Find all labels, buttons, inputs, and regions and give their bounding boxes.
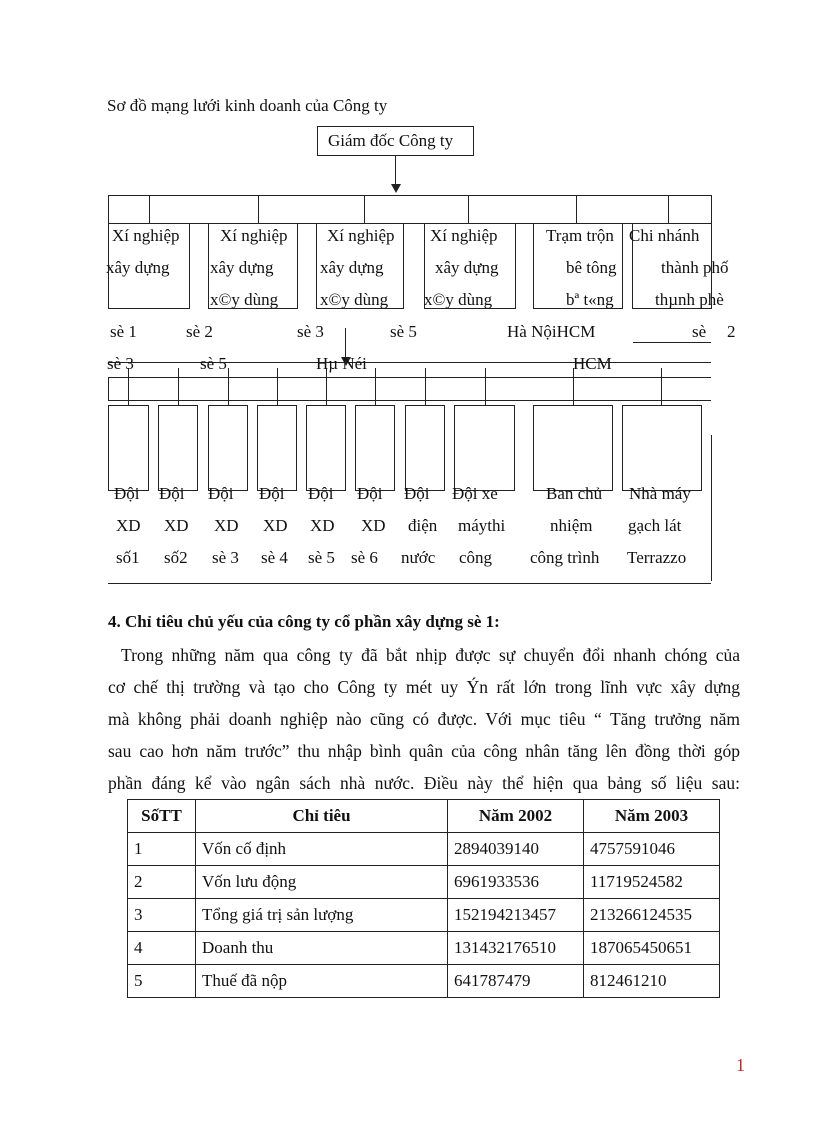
row-b-text: HCM	[573, 354, 612, 373]
paragraph-line: mà không phải doanh nghiệp nào cũng có được. Với mục tiêu “ Tăng trưởng năm	[108, 709, 740, 729]
level1-label: Chi nhánh	[629, 226, 700, 245]
connector	[668, 195, 669, 223]
header-cell: Năm 2002	[448, 800, 584, 833]
level2-label: Đội	[259, 484, 285, 503]
paragraph-line: Trong những năm qua công ty đã bắt nhịp được sự chuyển đổi nhanh chóng của	[121, 645, 740, 665]
separator-line	[108, 362, 711, 363]
level1-label: Xí nghiệp	[430, 226, 498, 245]
paragraph-line: phần đáng kể vào ngân sách nhà nước. Điều này thể hiện qua bảng số liệu sau:	[108, 773, 740, 793]
table-cell: 213266124535	[584, 899, 720, 932]
level2-label: Đội	[208, 484, 234, 503]
connector	[258, 195, 259, 223]
level1-label: xây dựng	[106, 258, 170, 277]
connector	[375, 368, 376, 405]
connector	[228, 368, 229, 405]
level1-label: xây dựng	[320, 258, 384, 277]
table-cell: 641787479	[448, 965, 584, 998]
level2-label: công	[459, 548, 493, 567]
level1-label: Xí nghiệp	[112, 226, 180, 245]
connector	[326, 368, 327, 405]
level2-label: XD	[310, 516, 335, 535]
table-row	[128, 899, 720, 932]
separator-line	[108, 377, 711, 378]
level1-label: x©y dùng	[320, 290, 389, 309]
level1-label: xây dựng	[210, 258, 274, 277]
table-cell: 2894039140	[448, 833, 584, 866]
connector	[425, 368, 426, 405]
level2-label: Đội	[357, 484, 383, 503]
row-a-text: sè 1	[110, 322, 137, 341]
level2-box	[355, 405, 395, 491]
level2-label: công trình	[530, 548, 600, 567]
level1-label: Trạm trộn	[546, 226, 614, 245]
diagram-title: Sơ đồ mạng lưới kinh doanh của Công ty	[107, 96, 388, 115]
level1-label: Xí nghiệp	[327, 226, 395, 245]
level2-label: XD	[263, 516, 288, 535]
level2-label: máythi	[458, 516, 506, 535]
connector	[661, 368, 662, 405]
level2-label: XD	[116, 516, 141, 535]
level1-top-line	[108, 195, 712, 196]
level2-label: XD	[164, 516, 189, 535]
header-cell: Năm 2003	[584, 800, 720, 833]
level2-label: Đội	[114, 484, 140, 503]
header-cell: SốTT	[128, 800, 196, 833]
director-arrow-line	[395, 156, 396, 184]
level1-label: Xí nghiệp	[220, 226, 288, 245]
arrow-down-icon	[391, 184, 401, 193]
indicators-table	[127, 799, 720, 998]
level1-label: thµnh phè	[655, 290, 724, 309]
connector	[149, 195, 150, 223]
level2-label: gạch lát	[628, 516, 682, 535]
table-cell: Vốn lưu động	[196, 866, 448, 899]
table-cell: 6961933536	[448, 866, 584, 899]
diagram-bottom-line	[108, 583, 711, 584]
frame-left-line	[108, 195, 109, 223]
connector	[576, 195, 577, 223]
level1-label: x©y dùng	[424, 290, 493, 309]
level2-label: Đội	[308, 484, 334, 503]
table-cell: Doanh thu	[196, 932, 448, 965]
level2-label: Nhà máy	[629, 484, 691, 503]
underline	[633, 342, 711, 343]
row-a-text: Hà NộiHCM	[507, 322, 596, 341]
level2-box	[306, 405, 346, 491]
connector	[485, 368, 486, 405]
level1-label: bê tông	[566, 258, 617, 277]
table-cell: 187065450651	[584, 932, 720, 965]
level1-label: thành phố	[661, 258, 729, 277]
table-row	[128, 965, 720, 998]
director-label: Giám đốc Công ty	[328, 131, 454, 150]
table-cell: Thuế đã nộp	[196, 965, 448, 998]
row-b-text: sè 3	[107, 354, 134, 373]
table-cell: 152194213457	[448, 899, 584, 932]
level1-label: x©y dùng	[210, 290, 279, 309]
frame-left-line	[108, 377, 109, 401]
table-cell: 1	[128, 833, 196, 866]
header-cell: Chỉ tiêu	[196, 800, 448, 833]
level2-label: sè 4	[261, 548, 288, 567]
level2-top-line	[108, 400, 711, 401]
table-cell: 3	[128, 899, 196, 932]
connector	[364, 195, 365, 223]
level2-box	[108, 405, 149, 491]
level2-label: XD	[361, 516, 386, 535]
paragraph-line: sau cao hơn năm trước” thu nhập bình quân của công nhân tăng lên đồng thời góp	[108, 741, 740, 761]
page-number: 1	[736, 1055, 745, 1075]
section-heading: 4. Chỉ tiêu chủ yếu của công ty cổ phần xây dựng sè 1:	[108, 612, 500, 631]
table-row	[128, 866, 720, 899]
connector	[573, 368, 574, 405]
level2-label: Đội xe	[452, 484, 498, 503]
table-cell: 4757591046	[584, 833, 720, 866]
connector	[128, 368, 129, 405]
row-b-text: sè 5	[200, 354, 227, 373]
paragraph-line: cơ chế thị trường và tạo cho Công ty mét uy Ýn rất lớn trong lĩnh vực xây dựng	[108, 677, 740, 697]
level2-box	[405, 405, 445, 491]
level2-label: sè 3	[212, 548, 239, 567]
level2-label: nước	[401, 548, 436, 567]
table-header-row	[128, 800, 720, 833]
frame-right-line	[711, 435, 712, 581]
table-cell: 131432176510	[448, 932, 584, 965]
table-cell: 5	[128, 965, 196, 998]
connector	[178, 368, 179, 405]
row-a-text: sè	[692, 322, 707, 341]
level2-label: số1	[116, 548, 140, 567]
level2-box	[454, 405, 515, 491]
table-row	[128, 932, 720, 965]
level2-label: Đội	[404, 484, 430, 503]
level2-label: XD	[214, 516, 239, 535]
table-cell: 2	[128, 866, 196, 899]
level2-label: Terrazzo	[627, 548, 687, 567]
level2-label: sè 5	[308, 548, 335, 567]
row-a-text: 2	[727, 322, 736, 341]
table-cell: 812461210	[584, 965, 720, 998]
level2-box	[208, 405, 248, 491]
connector	[277, 368, 278, 405]
level2-box	[622, 405, 702, 491]
table-row	[128, 833, 720, 866]
level2-label: Ban chủ	[546, 484, 603, 503]
level2-box	[257, 405, 297, 491]
row-a-text: sè 2	[186, 322, 213, 341]
level1-label: xây dựng	[435, 258, 499, 277]
table-cell: 4	[128, 932, 196, 965]
level2-box	[158, 405, 198, 491]
level2-box	[533, 405, 613, 491]
row-a-text: sè 5	[390, 322, 417, 341]
row-a-text: sè 3	[297, 322, 324, 341]
level2-label: sè 6	[351, 548, 378, 567]
level1-label: bª t«ng	[566, 290, 614, 309]
table-cell: Vốn cố định	[196, 833, 448, 866]
table-cell: 11719524582	[584, 866, 720, 899]
row-b-text: Hµ Néi	[316, 354, 367, 373]
level2-label: nhiệm	[550, 516, 593, 535]
connector	[468, 195, 469, 223]
level2-label: điện	[408, 516, 438, 535]
level2-label: Đội	[159, 484, 185, 503]
table-cell: Tổng giá trị sản lượng	[196, 899, 448, 932]
level2-label: số2	[164, 548, 188, 567]
